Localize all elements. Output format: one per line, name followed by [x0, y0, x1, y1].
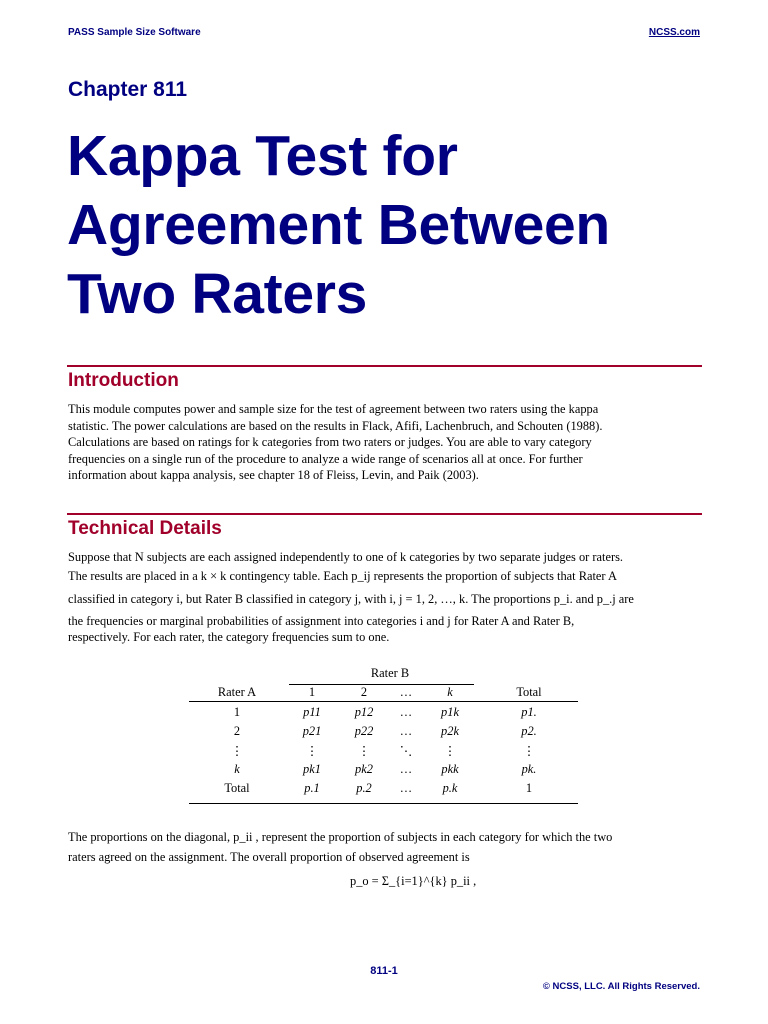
table-cell: ⋮	[357, 744, 371, 758]
table-cell: …	[399, 762, 413, 776]
table-cell: ⋮	[522, 744, 536, 758]
technical-line: The results are placed in a k × k contingency table. Each p_ij represents the proportion of subjects that Rater A	[68, 568, 617, 583]
page-title	[67, 122, 727, 329]
intro-divider	[67, 365, 702, 367]
intro-line: frequencies on a single run of the procedure to analyze a wide range of scenarios all at once. For further	[68, 451, 583, 466]
table-row-label: 1	[233, 705, 241, 719]
table-cell: pk.	[521, 762, 537, 776]
title-line-3: Two Raters	[67, 262, 368, 326]
technical-paragraph	[68, 549, 708, 646]
table-cell: 1	[525, 781, 533, 795]
table-cell: p11	[303, 705, 321, 719]
intro-paragraph	[68, 401, 708, 484]
col-header: 2	[360, 685, 368, 699]
agreement-line: The proportions on the diagonal, p_ii , represent the proportion of subjects in each category for which the two	[68, 830, 613, 844]
rater-b-header: Rater B	[370, 666, 410, 680]
table-cell: p.2	[356, 781, 372, 795]
agreement-line: raters agreed on the assignment. The overall proportion of observed agreement is	[68, 849, 470, 864]
table-cell: p.k	[442, 781, 458, 795]
table-cell: p1k	[441, 705, 459, 719]
col-header: k	[447, 685, 453, 699]
intro-line: information about kappa analysis, see chapter 18 of Fleiss, Levin, and Paik (2003).	[68, 468, 479, 482]
technical-line: the frequencies or marginal probabilities of assignment into categories i and j for Rater A and Rater B,	[68, 613, 575, 628]
rater-a-header: Rater A	[217, 685, 257, 699]
table-cell: …	[399, 705, 413, 719]
ncss-link[interactable]: NCSS.com	[648, 27, 700, 38]
table-cell: p2k	[441, 724, 459, 738]
technical-divider	[67, 513, 702, 515]
table-cell: p1.	[521, 705, 537, 719]
technical-line: respectively. For each rater, the category frequencies sum to one.	[68, 630, 390, 644]
technical-line: Suppose that N subjects are each assigned independently to one of k categories by two separate judges or raters.	[68, 550, 623, 564]
table-row-label: Total	[224, 781, 250, 795]
table-cell: pkk	[441, 762, 459, 776]
table-cell: pk1	[303, 762, 321, 776]
technical-line: classified in category i, but Rater B classified in category j, with i, j = 1, 2, …, k. The proportions p_i. and p_.j are	[68, 592, 634, 606]
col-header: 1	[308, 685, 316, 699]
intro-heading: Introduction	[68, 370, 179, 391]
chapter-label: Chapter 811	[68, 78, 188, 101]
table-row-label: k	[234, 762, 240, 776]
copyright-notice: © NCSS, LLC. All Rights Reserved.	[542, 981, 700, 992]
table-bottom-rule	[189, 803, 578, 804]
col-header: …	[399, 685, 413, 699]
page-number: 811-1	[370, 965, 398, 977]
col-header: Total	[516, 685, 542, 699]
table-row-label: 2	[233, 724, 241, 738]
table-cell: p21	[302, 724, 322, 738]
table-cell: p12	[354, 705, 374, 719]
intro-line: This module computes power and sample size for the test of agreement between two raters using the kappa	[68, 402, 599, 416]
table-cell: p22	[354, 724, 374, 738]
intro-line: statistic. The power calculations are based on the results in Flack, Afifi, Lachenbruch, and Schouten (1988).	[68, 418, 603, 433]
header-left-text: PASS Sample Size Software	[68, 27, 201, 38]
intro-line: Calculations are based on ratings for k categories from two raters or judges. You are able to vary category	[68, 435, 592, 449]
technical-heading: Technical Details	[68, 518, 222, 539]
table-cell: …	[399, 724, 413, 738]
table-cell: p2.	[521, 724, 537, 738]
table-cell: ⋱	[399, 744, 413, 758]
table-cell: ⋮	[443, 744, 457, 758]
table-row-label: ⋮	[230, 744, 244, 758]
title-line-2: Agreement Between	[67, 193, 610, 257]
table-cell: …	[399, 781, 413, 795]
table-cell: pk2	[355, 762, 373, 776]
table-cell: p.1	[304, 781, 320, 795]
title-line-1: Kappa Test for	[67, 124, 458, 188]
observed-agreement-equation: p_o = Σ_{i=1}^{k} p_ii ,	[350, 874, 477, 888]
agreement-paragraph	[68, 829, 708, 865]
table-top-rule	[189, 701, 578, 702]
table-cell: ⋮	[305, 744, 319, 758]
